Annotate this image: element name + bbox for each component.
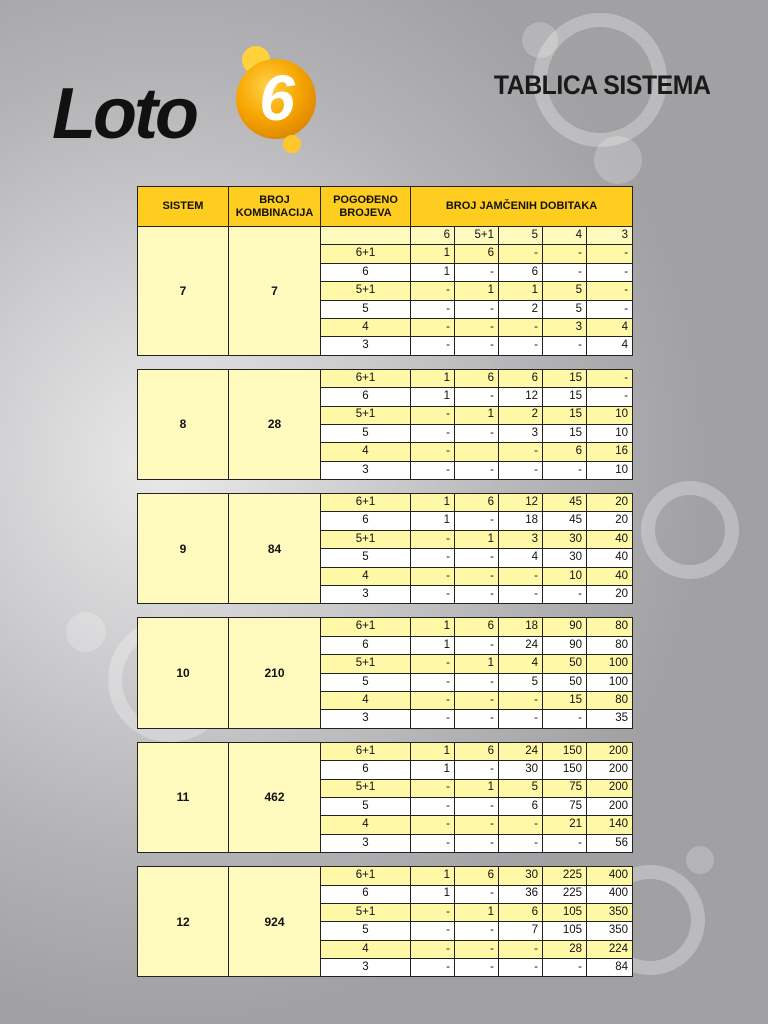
dobitak-cell: 30	[543, 530, 587, 548]
dobitak-cell: -	[411, 779, 455, 797]
dobitak-cell: 15	[543, 691, 587, 709]
pogodeno-cell: 6+1	[321, 369, 411, 387]
dobitak-cell: 200	[587, 761, 633, 779]
dobitak-cell: -	[587, 300, 633, 318]
dobitak-cell: -	[455, 461, 499, 479]
dobitak-cell: 200	[587, 742, 633, 760]
dobitak-cell: -	[455, 959, 499, 977]
dobitak-cell: -	[499, 337, 543, 355]
sistem-cell: 10	[138, 618, 229, 728]
dobitak-cell: 4	[499, 549, 543, 567]
pogodeno-cell: 6+1	[321, 618, 411, 636]
dobitak-cell: -	[455, 816, 499, 834]
dobitak-cell: -	[587, 369, 633, 387]
dobitak-cell: -	[411, 586, 455, 604]
pogodeno-cell: 5	[321, 673, 411, 691]
prize-column-label: 5+1	[455, 227, 499, 245]
dobitak-cell: 12	[499, 388, 543, 406]
kombinacija-cell: 462	[229, 742, 321, 852]
dobitak-cell: -	[411, 903, 455, 921]
dobitak-cell: 36	[499, 885, 543, 903]
prize-column-label: 5	[499, 227, 543, 245]
dobitak-cell: -	[499, 959, 543, 977]
dobitak-cell: 200	[587, 779, 633, 797]
dobitak-cell: -	[587, 282, 633, 300]
dobitak-cell: 150	[543, 761, 587, 779]
kombinacija-cell: 84	[229, 494, 321, 604]
dobitak-cell: 6	[543, 443, 587, 461]
dobitak-cell: 100	[587, 673, 633, 691]
dobitak-cell: 2	[499, 406, 543, 424]
dobitak-cell: -	[411, 530, 455, 548]
dobitak-cell: -	[499, 691, 543, 709]
dobitak-cell: 3	[543, 318, 587, 336]
dobitak-cell: -	[455, 318, 499, 336]
dobitak-cell: 50	[543, 673, 587, 691]
header-sistem: SISTEM	[138, 187, 229, 227]
dobitak-cell: -	[587, 263, 633, 281]
dobitak-cell: 4	[499, 655, 543, 673]
pogodeno-cell: 3	[321, 461, 411, 479]
dobitak-cell: 50	[543, 655, 587, 673]
dobitak-cell: 16	[587, 443, 633, 461]
sistem-cell: 11	[138, 742, 229, 852]
pogodeno-cell: 6+1	[321, 742, 411, 760]
dobitak-cell: -	[455, 337, 499, 355]
dobitak-cell: 84	[587, 959, 633, 977]
prize-column-label: 3	[587, 227, 633, 245]
dobitak-cell: -	[499, 586, 543, 604]
group-spacer	[138, 480, 633, 494]
dobitak-cell: -	[411, 655, 455, 673]
dobitak-cell: 15	[543, 424, 587, 442]
dobitak-cell: -	[411, 406, 455, 424]
pogodeno-cell: 4	[321, 443, 411, 461]
dobitak-cell: 10	[543, 567, 587, 585]
logo-word: Loto	[52, 74, 196, 154]
table-row	[138, 742, 633, 760]
dobitak-cell: -	[411, 282, 455, 300]
dobitak-cell: -	[499, 710, 543, 728]
dobitak-cell: -	[587, 245, 633, 263]
pogodeno-cell: 5+1	[321, 779, 411, 797]
pogodeno-cell: 6	[321, 512, 411, 530]
dobitak-cell: -	[543, 461, 587, 479]
dobitak-cell: 80	[587, 618, 633, 636]
dobitak-cell: 100	[587, 655, 633, 673]
dobitak-cell: 225	[543, 867, 587, 885]
dobitak-cell: 24	[499, 636, 543, 654]
dobitak-cell: -	[455, 710, 499, 728]
table-row	[138, 494, 633, 512]
dobitak-cell: -	[543, 337, 587, 355]
pogodeno-cell: 3	[321, 586, 411, 604]
pogodeno-cell: 3	[321, 710, 411, 728]
dobitak-cell: 400	[587, 867, 633, 885]
dobitak-cell: 1	[411, 494, 455, 512]
dobitak-cell: -	[411, 673, 455, 691]
dobitak-cell: 24	[499, 742, 543, 760]
pogodeno-cell: 5	[321, 300, 411, 318]
dobitak-cell: -	[455, 636, 499, 654]
dobitak-cell: 5	[543, 282, 587, 300]
dobitak-cell: 10	[587, 406, 633, 424]
group-spacer	[138, 604, 633, 618]
pogodeno-cell: 5+1	[321, 903, 411, 921]
dobitak-cell: 1	[499, 282, 543, 300]
dobitak-cell: 1	[455, 282, 499, 300]
dobitak-cell: 5	[499, 673, 543, 691]
prize-column-label: 4	[543, 227, 587, 245]
dobitak-cell: 1	[411, 388, 455, 406]
dobitak-cell: -	[455, 567, 499, 585]
dobitak-cell: -	[543, 586, 587, 604]
dobitak-cell: 1	[411, 885, 455, 903]
sistem-cell: 9	[138, 494, 229, 604]
dobitak-cell: -	[411, 959, 455, 977]
pogodeno-cell: 6	[321, 388, 411, 406]
pogodeno-cell: 6	[321, 263, 411, 281]
dobitak-cell: 45	[543, 512, 587, 530]
dobitak-cell: 75	[543, 779, 587, 797]
header-dobitci: BROJ JAMČENIH DOBITAKA	[411, 187, 633, 227]
dobitak-cell: 20	[587, 494, 633, 512]
dobitak-cell: -	[499, 834, 543, 852]
pogodeno-cell: 5+1	[321, 530, 411, 548]
dobitak-cell: 6	[499, 797, 543, 815]
dobitak-cell: -	[411, 337, 455, 355]
dobitak-cell: -	[455, 691, 499, 709]
pogodeno-cell: 5+1	[321, 282, 411, 300]
dobitak-cell: 200	[587, 797, 633, 815]
prize-columns-row	[138, 227, 633, 245]
dobitak-cell: -	[455, 834, 499, 852]
dobitak-cell: 6	[499, 369, 543, 387]
pogodeno-cell: 5+1	[321, 655, 411, 673]
dobitak-cell: 12	[499, 494, 543, 512]
kombinacija-cell: 924	[229, 867, 321, 977]
pogodeno-cell: 4	[321, 940, 411, 958]
dobitak-cell: -	[411, 691, 455, 709]
dobitak-cell: 5	[543, 300, 587, 318]
dobitak-cell: -	[455, 797, 499, 815]
dobitak-cell: 90	[543, 618, 587, 636]
dobitak-cell: -	[411, 549, 455, 567]
pogodeno-cell: 6	[321, 761, 411, 779]
dobitak-cell: -	[455, 940, 499, 958]
dobitak-cell: -	[543, 834, 587, 852]
pogodeno-cell: 3	[321, 337, 411, 355]
pogodeno-cell: 4	[321, 691, 411, 709]
dobitak-cell: 40	[587, 567, 633, 585]
dobitak-cell: -	[455, 673, 499, 691]
dobitak-cell: -	[411, 922, 455, 940]
dobitak-cell: -	[411, 567, 455, 585]
dobitak-cell: 30	[543, 549, 587, 567]
dobitak-cell: 7	[499, 922, 543, 940]
pogodeno-cell: 4	[321, 318, 411, 336]
loto6-logo	[52, 44, 322, 154]
logo-digit: 6	[259, 62, 295, 134]
dobitak-cell: 80	[587, 636, 633, 654]
dobitak-cell: 2	[499, 300, 543, 318]
dobitak-cell: 6	[499, 903, 543, 921]
dobitak-cell: 3	[499, 530, 543, 548]
dobitak-cell: -	[411, 834, 455, 852]
dobitak-cell: 10	[587, 461, 633, 479]
kombinacija-cell: 210	[229, 618, 321, 728]
table-row	[138, 618, 633, 636]
dobitak-cell: 75	[543, 797, 587, 815]
dobitak-cell: 35	[587, 710, 633, 728]
dobitak-cell: 40	[587, 549, 633, 567]
dobitak-cell: -	[543, 263, 587, 281]
dobitak-cell: -	[499, 940, 543, 958]
dobitak-cell: 1	[411, 618, 455, 636]
dobitak-cell: 224	[587, 940, 633, 958]
dobitak-cell: 30	[499, 867, 543, 885]
dobitak-cell: 6	[455, 742, 499, 760]
dobitak-cell: 140	[587, 816, 633, 834]
dobitak-cell: 6	[499, 263, 543, 281]
dobitak-cell: 1	[411, 245, 455, 263]
dobitak-cell: -	[411, 424, 455, 442]
table-header-row	[138, 187, 633, 227]
kombinacija-cell: 7	[229, 227, 321, 356]
dobitak-cell: 30	[499, 761, 543, 779]
dobitak-cell: 20	[587, 586, 633, 604]
dobitak-cell: -	[455, 512, 499, 530]
page-title: TABLICA SISTEMA	[493, 70, 710, 100]
dobitak-cell: 40	[587, 530, 633, 548]
dobitak-cell: 15	[543, 406, 587, 424]
dobitak-cell: 6	[455, 494, 499, 512]
dobitak-cell: -	[543, 959, 587, 977]
dobitak-cell: -	[411, 816, 455, 834]
dobitak-cell: 105	[543, 903, 587, 921]
dobitak-cell: 1	[455, 530, 499, 548]
dobitak-cell: 1	[455, 903, 499, 921]
dobitak-cell: -	[455, 388, 499, 406]
dobitak-cell: 6	[455, 245, 499, 263]
dobitak-cell: -	[499, 443, 543, 461]
pogodeno-cell: 4	[321, 567, 411, 585]
dobitak-cell: 1	[411, 867, 455, 885]
header-pogodeno: POGOĐENO BROJEVA	[321, 187, 411, 227]
sistem-cell: 7	[138, 227, 229, 356]
header-kombinacija: BROJ KOMBINACIJA	[229, 187, 321, 227]
pogodeno-cell: 5	[321, 922, 411, 940]
dobitak-cell: -	[411, 710, 455, 728]
dobitak-cell: -	[455, 586, 499, 604]
dobitak-cell: 6	[455, 369, 499, 387]
dobitak-cell: 21	[543, 816, 587, 834]
system-table	[137, 186, 632, 977]
dobitak-cell: -	[499, 816, 543, 834]
dobitak-cell: 105	[543, 922, 587, 940]
dobitak-cell: 10	[587, 424, 633, 442]
dobitak-cell: -	[499, 461, 543, 479]
dobitak-cell: -	[411, 797, 455, 815]
dobitak-cell: -	[411, 318, 455, 336]
dobitak-cell: 80	[587, 691, 633, 709]
dobitak-cell: 15	[543, 369, 587, 387]
dobitak-cell: -	[455, 761, 499, 779]
dobitak-cell: -	[587, 388, 633, 406]
dobitak-cell: 1	[411, 263, 455, 281]
pogodeno-cell: 6+1	[321, 867, 411, 885]
dobitak-cell: -	[411, 940, 455, 958]
pogodeno-cell: 6	[321, 885, 411, 903]
dobitak-cell: 6	[455, 867, 499, 885]
dobitak-cell: 150	[543, 742, 587, 760]
dobitak-cell: 20	[587, 512, 633, 530]
kombinacija-cell: 28	[229, 369, 321, 479]
dobitak-cell: 15	[543, 388, 587, 406]
dobitak-cell: 4	[587, 318, 633, 336]
dobitak-cell: 350	[587, 922, 633, 940]
dobitak-cell: -	[411, 300, 455, 318]
dobitak-cell: 1	[455, 655, 499, 673]
pogodeno-cell: 5+1	[321, 406, 411, 424]
pogodeno-cell: 5	[321, 797, 411, 815]
dobitak-cell: 6	[455, 618, 499, 636]
pogodeno-cell: 4	[321, 816, 411, 834]
dobitak-cell: -	[455, 922, 499, 940]
group-spacer	[138, 728, 633, 742]
pogodeno-cell: 3	[321, 834, 411, 852]
dobitak-cell: -	[543, 245, 587, 263]
dobitak-cell: 18	[499, 512, 543, 530]
dobitak-cell: 4	[587, 337, 633, 355]
dobitak-cell: 3	[499, 424, 543, 442]
sistem-cell: 8	[138, 369, 229, 479]
dobitak-cell: 56	[587, 834, 633, 852]
dobitak-cell: 225	[543, 885, 587, 903]
pogodeno-cell: 6+1	[321, 494, 411, 512]
dobitak-cell: 1	[411, 636, 455, 654]
dobitak-cell: 1	[411, 742, 455, 760]
dobitak-cell: -	[411, 461, 455, 479]
dobitak-cell: 1	[411, 761, 455, 779]
dobitak-cell: 45	[543, 494, 587, 512]
dobitak-cell: -	[411, 443, 455, 461]
dobitak-cell: -	[499, 245, 543, 263]
dobitak-cell: 1	[411, 512, 455, 530]
pogodeno-cell: 6+1	[321, 245, 411, 263]
dobitak-cell: 1	[411, 369, 455, 387]
group-spacer	[138, 853, 633, 867]
dobitak-cell: -	[455, 885, 499, 903]
sistem-cell: 12	[138, 867, 229, 977]
dobitak-cell: 350	[587, 903, 633, 921]
dobitak-cell: 1	[455, 406, 499, 424]
table-row	[138, 369, 633, 387]
dobitak-cell: 28	[543, 940, 587, 958]
pogodeno-cell: 3	[321, 959, 411, 977]
dobitak-cell	[455, 443, 499, 461]
dobitak-cell: -	[499, 318, 543, 336]
dobitak-cell: -	[455, 424, 499, 442]
dobitak-cell: -	[455, 263, 499, 281]
dobitak-cell: -	[455, 549, 499, 567]
dobitak-cell: 1	[455, 779, 499, 797]
prize-column-label: 6	[411, 227, 455, 245]
table-row	[138, 867, 633, 885]
dobitak-cell: 90	[543, 636, 587, 654]
pogodeno-cell: 5	[321, 424, 411, 442]
dobitak-cell: -	[455, 300, 499, 318]
empty-cell	[321, 227, 411, 245]
pogodeno-cell: 6	[321, 636, 411, 654]
dobitak-cell: 400	[587, 885, 633, 903]
dobitak-cell: -	[543, 710, 587, 728]
dobitak-cell: -	[499, 567, 543, 585]
dobitak-cell: 18	[499, 618, 543, 636]
dobitak-cell: 5	[499, 779, 543, 797]
group-spacer	[138, 355, 633, 369]
pogodeno-cell: 5	[321, 549, 411, 567]
